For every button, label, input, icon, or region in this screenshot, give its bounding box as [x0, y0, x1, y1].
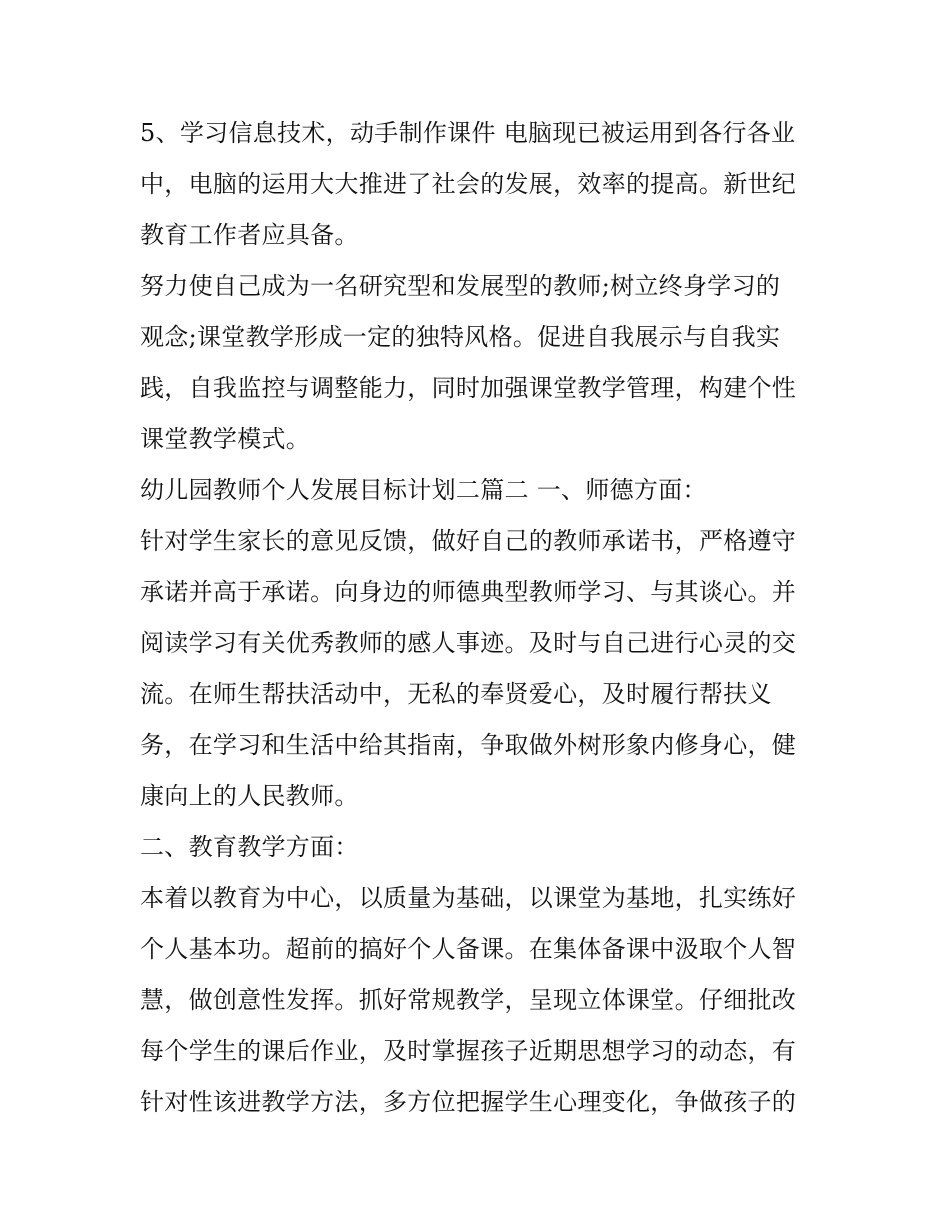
text-line: 务，在学习和生活中给其指南，争取做外树形象内修身心，健 — [140, 731, 797, 759]
text-line: 每个学生的课后作业，及时掌握孩子近期思想学习的动态，有 — [140, 1037, 797, 1065]
section-heading-line: 二、教育教学方面： — [140, 833, 359, 861]
text-line: 针对性该进教学方法，多方位把握学生心理变化，争做孩子的 — [140, 1088, 797, 1116]
text-line: 个人基本功。超前的搞好个人备课。在集体备课中汲取个人智 — [140, 935, 797, 963]
section-heading-line: 幼儿园教师个人发展目标计划二篇二 一、师德方面： — [140, 476, 707, 504]
document-body — [140, 108, 820, 1128]
text-line: 5、学习信息技术，动手制作课件 电脑现已被运用到各行各业 — [140, 119, 796, 147]
text-line: 承诺并高于承诺。向身边的师德典型教师学习、与其谈心。并 — [140, 578, 797, 606]
text-line: 践，自我监控与调整能力，同时加强课堂教学管理，构建个性 — [140, 374, 797, 402]
text-line: 教育工作者应具备。 — [140, 221, 359, 249]
text-line: 针对学生家长的意见反馈，做好自己的教师承诺书，严格遵守 — [140, 527, 797, 555]
text-line: 观念;课堂教学形成一定的独特风格。促进自我展示与自我实 — [140, 323, 781, 351]
text-line: 慧，做创意性发挥。抓好常规教学，呈现立体课堂。仔细批改 — [140, 986, 797, 1014]
text-line: 流。在师生帮扶活动中，无私的奉贤爱心，及时履行帮扶义 — [140, 680, 772, 708]
text-line: 康向上的人民教师。 — [140, 782, 359, 810]
text-line: 课堂教学模式。 — [140, 425, 311, 453]
text-line: 努力使自己成为一名研究型和发展型的教师;树立终身学习的 — [140, 272, 781, 300]
text-line: 中，电脑的运用大大推进了社会的发展，效率的提高。新世纪 — [140, 170, 797, 198]
text-line: 阅读学习有关优秀教师的感人事迹。及时与自己进行心灵的交 — [140, 629, 797, 657]
text-line: 本着以教育为中心，以质量为基础，以课堂为基地，扎实练好 — [140, 884, 797, 912]
